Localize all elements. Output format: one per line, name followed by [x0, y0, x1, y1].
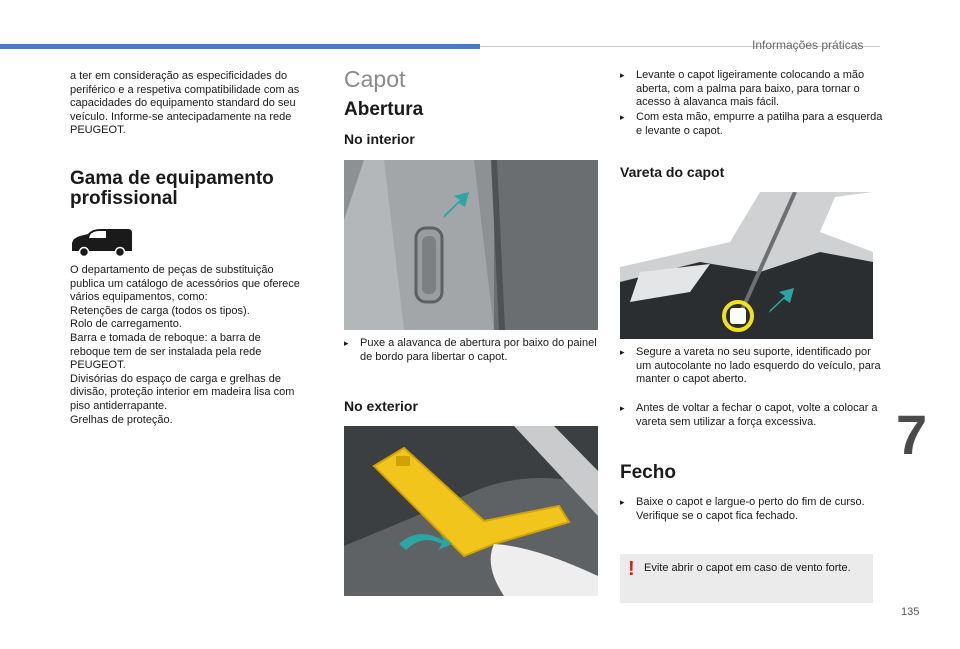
page-number: 135 [901, 606, 920, 618]
fecho-instruction: ▸ Baixe o capot e largue-o perto do fim de curso. Verifique se o capot fica fechado. [620, 496, 865, 522]
accessories-line: Barra e tomada de reboque: a barra de [70, 331, 261, 344]
interior-heading: No interior [344, 131, 415, 147]
accessories-line: O departamento de peças de substituição [70, 264, 274, 276]
gama-heading: Gama de equipamento profissional [70, 168, 274, 209]
bullet-marker-icon: ▸ [344, 338, 349, 348]
bullet-marker-icon: ▸ [620, 403, 625, 413]
accessories-line: publica um catálogo de acessórios que oferece [70, 277, 300, 290]
accessories-line: vários equipamentos, como: [70, 291, 208, 304]
opening-instruction-1: ▸ Levante o capot ligeiramente colocando a mão aberta, com a palma para baixo, para tornar o acesso à alavanca mais fácil. [620, 69, 865, 109]
header-accent-bar [0, 44, 480, 49]
bullet-marker-icon: ▸ [620, 112, 625, 122]
bullet-marker-icon: ▸ [620, 347, 625, 357]
accessories-line: Rolo de carregamento. [70, 318, 182, 331]
bullet-marker-icon: ▸ [620, 497, 625, 507]
vareta-instruction-1: ▸ Segure a vareta no seu suporte, identificado por um autocolante no lado esquerdo do veículo, para manter o capot aberto. [620, 346, 881, 386]
van-icon [70, 227, 134, 262]
accessories-line: Retenções de carga (todos os tipos). [70, 304, 250, 317]
chapter-number: 7 [896, 403, 928, 466]
exterior-lever-photo [344, 426, 598, 596]
interior-instruction: ▸ Puxe a alavanca de abertura por baixo do painel de bordo para libertar o capot. [344, 337, 597, 363]
vareta-heading: Vareta do capot [620, 164, 725, 180]
accessories-list [70, 264, 332, 427]
accessories-line: divisão, proteção interior em madeira lisa com [70, 386, 295, 399]
warning-text: Evite abrir o capot em caso de vento forte. [644, 562, 851, 574]
accessories-line: PEUGEOT. [70, 359, 126, 372]
abertura-heading: Abertura [344, 99, 424, 120]
opening-instruction-2: ▸ Com esta mão, empurre a patilha para a esquerda e levante o capot. [620, 111, 883, 137]
bullet-marker-icon: ▸ [620, 70, 625, 80]
warning-box [620, 554, 873, 603]
bonnet-stay-photo [620, 192, 873, 339]
exterior-heading: No exterior [344, 398, 418, 414]
fecho-heading: Fecho [620, 462, 676, 483]
section-title: Informações práticas [752, 38, 864, 52]
interior-lever-photo [344, 160, 598, 330]
intro-paragraph: a ter em consideração as especificidades do periférico e a respetiva compatibilidade com as capacidades do equipamento standard do seu veículo. Informe-se antecipadamente na rede PEUGEOT. [70, 70, 300, 137]
warning-icon: ! [628, 558, 635, 580]
accessories-line: Grelhas de proteção. [70, 413, 173, 426]
vareta-instruction-2: ▸ Antes de voltar a fechar o capot, volte a colocar a vareta sem utilizar a força excessiva. [620, 402, 878, 428]
accessories-line: piso antiderrapante. [70, 399, 168, 412]
accessories-line: reboque tem de ser instalada pela rede [70, 345, 262, 358]
accessories-line: Divisórias do espaço de carga e grelhas de [70, 372, 281, 385]
capot-title: Capot [344, 66, 406, 92]
